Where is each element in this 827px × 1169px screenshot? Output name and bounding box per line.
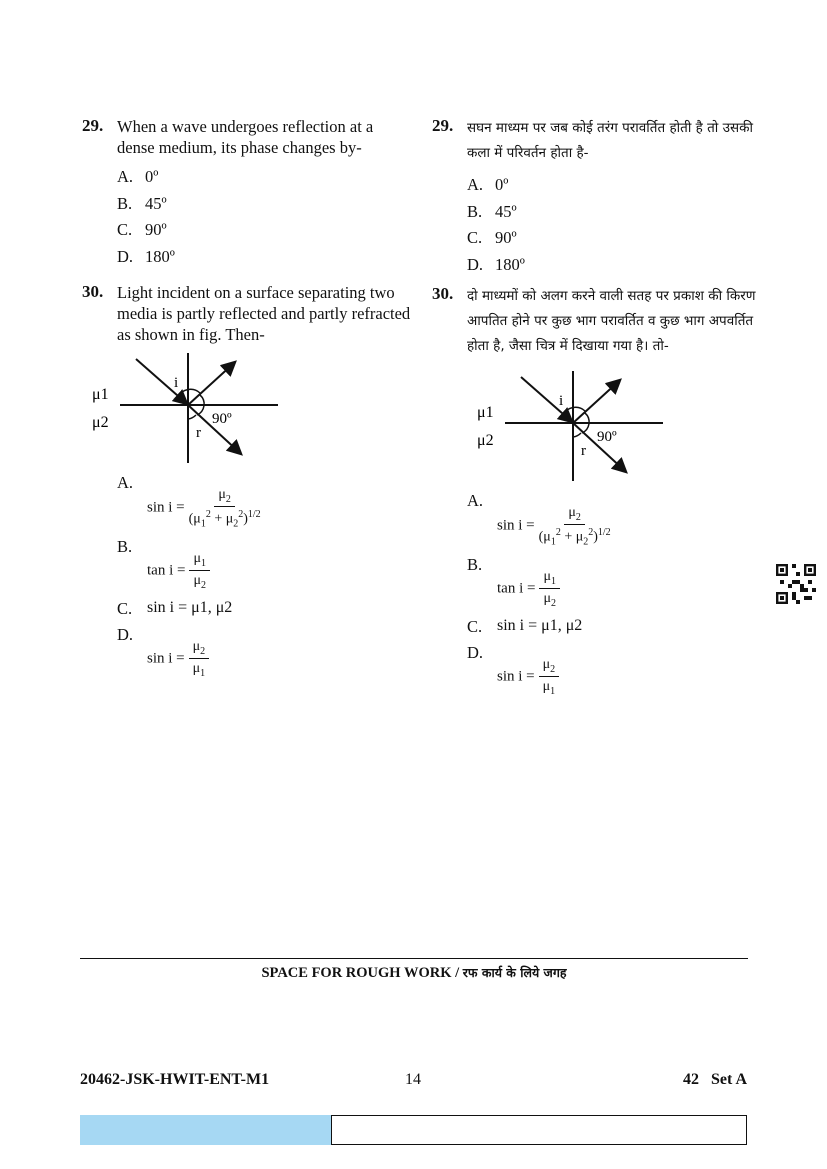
question-number: 30. [432, 284, 454, 303]
question-text: सघन माध्यम पर जब कोई तरंग परावर्तित होती है तो उसकी कला में परिवर्तन होता है- [467, 120, 753, 161]
set-label: 42 Set A [683, 1071, 747, 1088]
angle-r-label: r [196, 425, 201, 441]
mu1-label: μ1 [92, 386, 109, 403]
option-label: D. [117, 624, 134, 644]
page-number: 14 [405, 1071, 421, 1088]
option-label: A. [117, 473, 134, 492]
formula: sin i = μ1, μ2 [147, 598, 233, 616]
question-text: दो माध्यमों को अलग करने वाली सतह पर प्रकाश की किरण आपतित होने पर कुछ भाग परावर्तित व कुछ भाग अपवर्तित होता है, जैसा चित्र में दिखाया गया है। तो- [467, 288, 756, 354]
angle-90-label: 90º [212, 411, 232, 427]
option-b[interactable] [117, 537, 412, 591]
option-label: C. [117, 220, 133, 239]
option-a[interactable] [117, 164, 412, 191]
option-a[interactable] [467, 491, 762, 547]
mu1-label: μ1 [477, 404, 494, 421]
hindi-column [432, 116, 762, 696]
english-column [82, 116, 412, 678]
question-number: 29. [432, 116, 454, 135]
formula: sin i = $\frac{\mu_2}{(\mu_1^2 + \mu_2^2)^{1/2}}$ [147, 487, 261, 530]
paper-code: 20462-JSK-HWIT-ENT-M1 [80, 1071, 270, 1088]
angle-i-label: i [559, 393, 564, 409]
option-label: D. [117, 246, 134, 266]
qr-code-icon [776, 564, 816, 604]
question-29-hi [432, 116, 762, 278]
option-label: C. [467, 228, 483, 247]
formula: sin i = $\frac{\mu_2}{(\mu_1^2 + \mu_2^2)^{1/2}}$ [497, 505, 611, 548]
option-d[interactable] [467, 252, 762, 279]
question-30-en [82, 282, 412, 678]
option-text: 180º [495, 254, 525, 274]
option-label: D. [467, 642, 484, 662]
question-text: Light incident on a surface separating two media is partly reflected and partly refracted as shown in fig. Then- [117, 283, 411, 344]
question-30-hi [432, 284, 762, 696]
mu2-label: μ2 [477, 432, 494, 449]
mu2-label: μ2 [92, 414, 109, 431]
option-label: B. [467, 201, 483, 221]
option-text: 0º [145, 167, 159, 186]
formula: tan i = $\frac{\mu_1}{\mu_2}$ [497, 555, 762, 609]
refraction-figure [82, 353, 282, 463]
option-c[interactable] [467, 617, 762, 635]
options-list [117, 164, 412, 270]
angle-r-label: r [581, 443, 586, 459]
option-d[interactable] [117, 625, 412, 679]
formula: sin i = μ1, μ2 [497, 616, 583, 634]
question-29-en [82, 116, 412, 270]
bottom-band [80, 1115, 748, 1145]
formula: sin i = $\frac{\mu_2}{\mu_1}$ [147, 625, 412, 679]
option-d[interactable] [117, 244, 412, 271]
option-text: 45º [495, 201, 517, 221]
option-label: B. [117, 537, 133, 557]
option-text: 45º [145, 193, 167, 213]
option-text: 0º [495, 175, 509, 194]
option-a[interactable] [117, 473, 412, 529]
blue-band [80, 1115, 331, 1145]
option-label: A. [467, 491, 484, 510]
angle-90-label: 90º [597, 429, 617, 445]
divider [80, 958, 748, 959]
option-b[interactable] [117, 191, 412, 218]
option-text: 180º [145, 246, 175, 266]
option-label: D. [467, 254, 484, 274]
option-label: C. [117, 598, 133, 618]
refraction-figure [467, 371, 667, 481]
formula: sin i = $\frac{\mu_2}{\mu_1}$ [497, 643, 762, 697]
option-b[interactable] [467, 555, 762, 609]
option-a[interactable] [467, 172, 762, 199]
rough-work-heading: SPACE FOR ROUGH WORK / रफ कार्य के लिये जगह [261, 965, 567, 981]
option-label: A. [117, 167, 134, 186]
option-label: C. [467, 616, 483, 636]
option-c[interactable] [467, 225, 762, 252]
question-number: 30. [82, 282, 104, 301]
formula: tan i = $\frac{\mu_1}{\mu_2}$ [147, 537, 412, 591]
option-text: 90º [495, 228, 517, 247]
option-label: B. [467, 555, 483, 575]
option-text: 90º [145, 220, 167, 239]
angle-i-label: i [174, 375, 179, 391]
question-text: When a wave undergoes reflection at a dense medium, its phase changes by- [117, 117, 374, 157]
option-c[interactable] [117, 217, 412, 244]
option-d[interactable] [467, 643, 762, 697]
option-c[interactable] [117, 599, 412, 617]
empty-box [331, 1115, 747, 1145]
question-number: 29. [82, 116, 104, 135]
options-list [467, 172, 762, 278]
option-label: A. [467, 175, 484, 194]
option-label: B. [117, 193, 133, 213]
option-b[interactable] [467, 199, 762, 226]
